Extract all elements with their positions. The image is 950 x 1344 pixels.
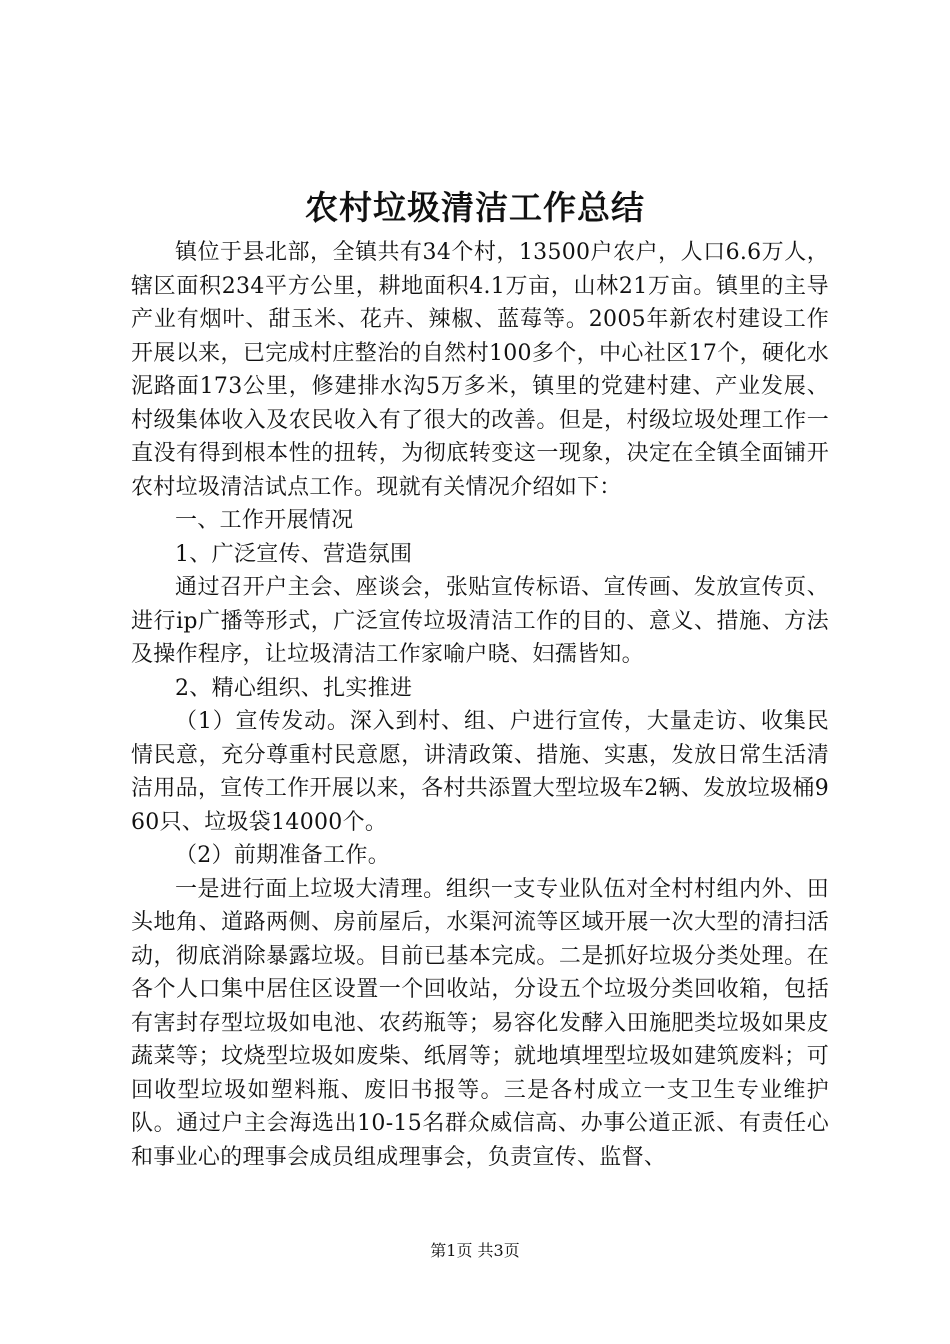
document-title: 农村垃圾清洁工作总结 — [305, 188, 645, 227]
subheading-organization: 2、精心组织、扎实推进 — [175, 675, 413, 701]
paragraph-mobilization: （1）宣传发动。深入到村、组、户进行宣传，大量走访、收集民情民意，充分尊重村民意愿，讲清政策、措施、实惠，发放日常生活清洁用品，宣传工作开展以来，各村共添置大型垃圾车2辆、发放垃圾桶960只、垃圾袋14000个。 — [131, 709, 829, 835]
subheading-preparation: （2）前期准备工作。 — [175, 843, 390, 868]
paragraph-publicity: 通过召开户主会、座谈会，张贴宣传标语、宣传画、发放宣传页、进行ip广播等形式，广泛宣传垃圾清洁工作的目的、意义、措施、方法及操作程序，让垃圾清洁工作家喻户晓、妇孺皆知。 — [131, 575, 829, 667]
page-footer: 第1页 共3页 — [430, 1241, 520, 1260]
document-body — [131, 236, 829, 1174]
paragraph-intro: 镇位于县北部，全镇共有34个村，13500户农户，人口6.6万人，辖区面积234平方公里，耕地面积4.1万亩，山林21万亩。镇里的主导产业有烟叶、甜玉米、花卉、辣椒、蓝莓等。2005年新农村建设工作开展以来，已完成村庄整治的自然村100多个，中心社区17个，硬化水泥路面173公里，修建排水沟5万多米，镇里的党建村建、产业发展、村级集体收入及农民收入有了很大的改善。但是，村级垃圾处理工作一直没有得到根本性的扭转，为彻底转变这一现象，决定在全镇全面铺开农村垃圾清洁试点工作。现就有关情况介绍如下： — [131, 240, 829, 500]
paragraph-preparation: 一是进行面上垃圾大清理。组织一支专业队伍对全村村组内外、田头地角、道路两侧、房前屋后，水渠河流等区域开展一次大型的清扫活动，彻底消除暴露垃圾。目前已基本完成。二是抓好垃圾分类处理。在各个人口集中居住区设置一个回收站，分设五个垃圾分类回收箱，包括有害封存型垃圾如电池、农药瓶等；易容化发酵入田施肥类垃圾如果皮蔬菜等；坟烧型垃圾如废柴、纸屑等；就地填埋型垃圾如建筑废料；可回收型垃圾如塑料瓶、废旧书报等。三是各村成立一支卫生专业维护队。通过户主会海选出10-15名群众威信高、办事公道正派、有责任心和事业心的理事会成员组成理事会，负责宣传、监督、 — [131, 876, 829, 1170]
section-heading-work-status: 一、工作开展情况 — [175, 508, 354, 533]
subheading-publicity: 1、广泛宣传、营造氛围 — [175, 541, 413, 567]
